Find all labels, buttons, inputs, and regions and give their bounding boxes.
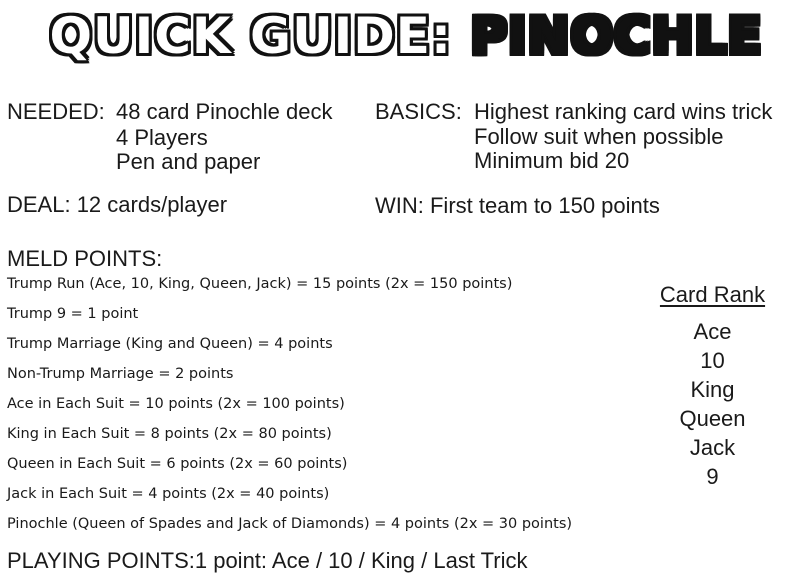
card-rank-item: 9: [706, 464, 719, 489]
meld-rule-trump-nine: Trump 9 = 1 point: [7, 306, 139, 322]
card-rank-item: Ace: [693, 319, 732, 344]
meld-rule-queens: Queen in Each Suit = 6 points (2x = 60 points): [7, 456, 348, 472]
basics-item-minimum-bid: Minimum bid 20: [474, 148, 630, 173]
card-rank-list: [640, 317, 785, 491]
basics-item-highest-card: Highest ranking card wins trick: [474, 99, 773, 124]
needed-item-deck: 48 card Pinochle deck: [116, 99, 333, 124]
win-text: WIN: First team to 150 points: [375, 193, 660, 218]
meld-rule-non-trump-marriage: Non-Trump Marriage = 2 points: [7, 366, 234, 382]
card-rank-panel: [640, 281, 785, 491]
basics-label: BASICS:: [375, 99, 462, 124]
needed-label: NEEDED:: [7, 99, 105, 124]
page-title: [0, 4, 812, 68]
card-rank-item: King: [690, 377, 735, 402]
card-rank-item: 10: [700, 348, 725, 373]
meld-rule-pinochle: Pinochle (Queen of Spades and Jack of Diamonds) = 4 points (2x = 30 points): [7, 516, 573, 532]
page-title-solid: PINOCHLE: [470, 7, 763, 65]
meld-points-heading: MELD POINTS:: [7, 246, 163, 271]
basics-item-follow-suit: Follow suit when possible: [474, 124, 724, 149]
card-rank-item: Jack: [689, 435, 736, 460]
meld-rule-jacks: Jack in Each Suit = 4 points (2x = 40 points): [7, 486, 330, 502]
meld-rule-trump-run: Trump Run (Ace, 10, King, Queen, Jack) = 15 points (2x = 150 points): [7, 276, 513, 292]
needed-item-players: 4 Players: [116, 125, 208, 150]
page-title-outline: QUICK GUIDE:: [49, 7, 471, 65]
deal-text: DEAL: 12 cards/player: [7, 192, 228, 217]
needed-item-pen-paper: Pen and paper: [116, 149, 261, 174]
card-rank-item: Queen: [679, 406, 746, 431]
meld-points-list: [7, 273, 572, 543]
playing-points-text: PLAYING POINTS:1 point: Ace / 10 / King / Last Trick: [7, 548, 528, 573]
card-rank-title: Card Rank: [659, 282, 766, 307]
meld-rule-kings: King in Each Suit = 8 points (2x = 80 points): [7, 426, 332, 442]
meld-rule-trump-marriage: Trump Marriage (King and Queen) = 4 points: [7, 336, 333, 352]
meld-rule-aces: Ace in Each Suit = 10 points (2x = 100 points): [7, 396, 345, 412]
